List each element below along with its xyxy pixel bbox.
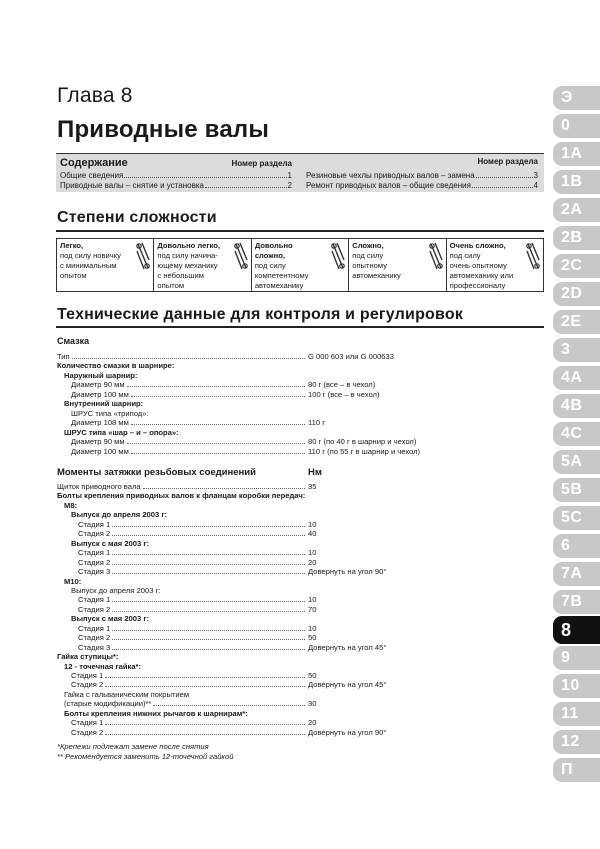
contents-heading: Содержание [60,157,128,169]
difficulty-line: с минимальным [60,261,117,270]
spec-label: Стадия 1 [78,623,111,633]
dot-leader [472,187,533,188]
dot-leader [476,177,533,178]
chapter-tab-4b[interactable]: 4B [553,394,600,418]
chapter-tab-1a[interactable]: 1A [553,142,600,166]
spec-label: Наружный шарнир: [64,370,138,380]
difficulty-line: под силу [352,251,384,260]
torque-unit: Нм [308,467,322,478]
chapter-tab-2a[interactable]: 2A [553,198,600,222]
chapter-tab-7b[interactable]: 7B [553,590,600,614]
spec-value: G 000 603 или G 000633 [308,352,394,361]
difficulty-level-5 [447,239,543,291]
dot-leader [105,724,305,725]
dot-leader [131,424,305,425]
spec-value: 30 [308,699,317,709]
wrench-icon [234,242,248,270]
wrench-icon [136,242,150,270]
chapter-tab-п[interactable]: П [553,758,600,782]
dot-leader [112,554,305,555]
contents-item-text: Резиновые чехлы приводных валов – замена [306,171,475,180]
difficulty-level-text [352,241,422,281]
spec-label: Стадия 2 [78,633,111,643]
spec-label: Диаметр 100 мм [71,446,129,456]
footnote: *Крепежи подлежат замене после снятия [57,742,209,751]
dot-leader [112,639,305,640]
chapter-tab-2d[interactable]: 2D [553,282,600,306]
dot-leader [112,601,305,602]
dot-leader [124,177,286,178]
spec-value: 110 г [308,418,325,428]
spec-value: 50 [308,671,317,680]
spec-label: Диаметр 108 мм [71,418,129,428]
chapter-tab-10[interactable]: 10 [553,674,600,698]
contents-item[interactable] [60,181,292,191]
chapter-tab-5c[interactable]: 5C [553,506,600,530]
contents-item-number: 1 [287,171,292,180]
spec-label: (старые модификации)** [64,699,152,709]
spec-label: Гайка ступицы*: [57,652,119,662]
wrench-icon [429,242,443,270]
chapter-tab-3[interactable]: 3 [553,338,600,362]
section-number-label: Номер раздела [231,159,292,168]
contents-item[interactable] [306,181,538,191]
spec-label: ШРУС типа «шар – и – опора»: [64,427,179,437]
spec-value: 110 г (по 55 г в шарнир и чехол) [308,446,421,456]
difficulty-line: Очень сложно, [449,241,506,250]
difficulty-line: автомеханику [352,271,401,280]
difficulty-level-2 [154,239,251,291]
dot-leader [127,386,305,387]
spec-value: 10 [308,595,317,605]
spec-value: 10 [308,519,317,529]
difficulty-level-text [157,241,227,291]
torque-heading: Моменты затяжки резьбовых соединений [57,467,256,478]
chapter-tab-7a[interactable]: 7A [553,562,600,586]
specs-heading: Технические данные для контроля и регулировок [57,306,464,323]
difficulty-level-3 [252,239,349,291]
difficulty-line: профессионалу [449,281,506,290]
chapter-tab-5a[interactable]: 5A [553,450,600,474]
spec-value: 10 [308,548,317,558]
contents-item-number: 2 [287,181,292,190]
difficulty-line: опытом [157,281,185,290]
spec-label: Стадия 1 [78,595,111,605]
spec-value: 100 г (все – в чехол) [308,389,380,399]
difficulty-line: с небольшим [157,271,204,280]
footnote: ** Рекомендуется заменить 12-точечной гайкой [57,752,234,761]
difficulty-line: Легко, [60,241,84,250]
spec-label: ШРУС типа «трипод»: [71,408,149,418]
dot-leader [112,649,305,650]
difficulty-line: опытом [60,271,87,280]
chapter-tab-12[interactable]: 12 [553,730,600,754]
chapter-tab-4c[interactable]: 4C [553,422,600,446]
difficulty-line: под силу [254,261,286,270]
dot-leader [131,453,305,454]
spec-label: Стадия 3 [78,642,111,652]
spec-label: M8: [64,500,78,510]
spec-label: Диаметр 90 мм [71,380,125,390]
dot-leader [105,686,305,687]
contents-item-text: Приводные валы – снятие и установка [60,181,204,190]
chapter-tab-6[interactable]: 6 [553,534,600,558]
spec-label: Стадия 2 [71,727,104,737]
spec-value: Довернуть на угол 45° [308,680,387,690]
difficulty-line: ющему механику [157,261,218,270]
contents-column-right [306,157,538,191]
spec-label: Стадия 2 [78,529,111,539]
spec-label: Щиток приводного вала [57,482,141,491]
contents-column-left [60,157,292,191]
difficulty-line: сложно, [254,251,286,260]
contents-item-number: 3 [533,171,538,180]
spec-label: Стадия 2 [78,604,111,614]
contents-item-text: Ремонт приводных валов – общие сведения [306,181,471,190]
spec-value: 80 г (по 40 г в шарнир и чехол) [308,437,417,447]
spec-label: Стадия 1 [71,671,104,680]
spec-label: Выпуск с мая 2003 г: [71,614,150,624]
contents-box [56,153,544,192]
spec-label: Диаметр 90 мм [71,437,125,447]
difficulty-level-text [450,241,520,291]
spec-label: 12 - точечная гайка*: [64,661,142,671]
spec-value: Довернуть на угол 90° [308,567,387,577]
dot-leader [112,564,305,565]
spec-label: Стадия 3 [78,567,111,577]
spec-label: Выпуск с мая 2003 г: [71,538,150,548]
lubrication-heading: Смазка [57,336,90,346]
difficulty-line: очень опытному [449,261,507,270]
difficulty-line: автомеханику или [449,271,514,280]
spec-row [57,728,307,738]
dot-leader [112,535,305,536]
chapter-label: Глава 8 [57,84,133,107]
difficulty-line: автомеханику [254,281,304,290]
spec-value: 10 [308,623,317,633]
dot-leader [153,705,305,706]
spec-label: Тип [57,352,70,361]
spec-label: Болты крепления нижних рычагов к шарнирам*: [64,708,248,718]
spec-value: 80 г (все – в чехол) [308,380,376,390]
divider [56,326,544,328]
dot-leader [112,526,305,527]
dot-leader [72,358,305,359]
chapter-tab-4a[interactable]: 4A [553,366,600,390]
spec-label: Выпуск до апреля 2003 г: [71,510,168,520]
contents-item[interactable] [60,171,292,181]
spec-label: Количество смазки в шарнире: [57,361,175,371]
spec-row [57,447,307,457]
difficulty-line: Довольно [254,241,293,250]
spec-label: Болты крепления приводных валов к фланцам коробки передач: [57,491,306,501]
spec-value: 40 [308,529,317,539]
difficulty-line: под силу начина- [157,251,218,260]
spec-value: 20 [308,557,317,567]
spec-label: Стадия 1 [71,718,104,728]
spec-value: 70 [308,604,317,614]
spec-label: M10: [64,576,82,586]
spec-value: 50 [308,633,317,643]
divider [56,230,544,232]
spec-label: Внутренний шарнир: [64,399,144,409]
difficulty-line: опытному [352,261,388,270]
spec-value: Довернуть на угол 90° [308,727,387,737]
spec-value: 20 [308,718,317,728]
difficulty-line: компетентному [254,271,309,280]
difficulty-heading: Степени сложности [57,209,217,226]
difficulty-line: под силу новичку [60,251,121,260]
difficulty-line: Довольно легко, [157,241,220,250]
chapter-tab-1b[interactable]: 1B [553,170,600,194]
spec-label: Стадия 2 [71,680,104,690]
dot-leader [105,677,305,678]
chapter-tab-2b[interactable]: 2B [553,226,600,250]
wrench-icon [526,242,540,270]
difficulty-line: под силу [449,251,481,260]
contents-item-number: 4 [533,181,538,190]
spec-label: Гайка с гальваническим покрытием [64,689,190,699]
spec-value: 35 [308,482,317,491]
chapter-tab-11[interactable]: 11 [553,702,600,726]
chapter-tab-2e[interactable]: 2E [553,310,600,334]
dot-leader [112,573,305,574]
contents-item[interactable] [306,171,538,181]
difficulty-level-4 [349,239,446,291]
dot-leader [131,396,305,397]
section-number-label: Номер раздела [477,157,538,166]
spec-label: Стадия 1 [78,548,111,558]
spec-label: Выпуск до апреля 2003 г: [71,585,161,595]
dot-leader [205,187,287,188]
difficulty-level-1 [57,239,154,291]
chapter-tab-0[interactable]: 0 [553,114,600,138]
difficulty-level-text [255,241,325,291]
dot-leader [105,734,305,735]
chapter-tab-9[interactable]: 9 [553,646,600,670]
spec-value: Довернуть на угол 45° [308,642,387,652]
spec-label: Стадия 1 [78,519,111,529]
difficulty-table [56,238,544,292]
contents-item-text: Общие сведения [60,171,124,180]
difficulty-level-text [60,241,130,281]
page-title: Приводные валы [57,116,270,143]
dot-leader [127,443,305,444]
chapter-tab-э[interactable]: Э [553,86,600,110]
chapter-tab-5b[interactable]: 5B [553,478,600,502]
difficulty-line: Сложно, [352,241,384,250]
dot-leader [112,611,305,612]
spec-label: Диаметр 100 мм [71,389,129,399]
wrench-icon [331,242,345,270]
chapter-tab-8[interactable]: 8 [553,616,600,644]
spec-label: Стадия 2 [78,557,111,567]
chapter-tab-2c[interactable]: 2C [553,254,600,278]
dot-leader [112,630,305,631]
dot-leader [143,488,305,489]
